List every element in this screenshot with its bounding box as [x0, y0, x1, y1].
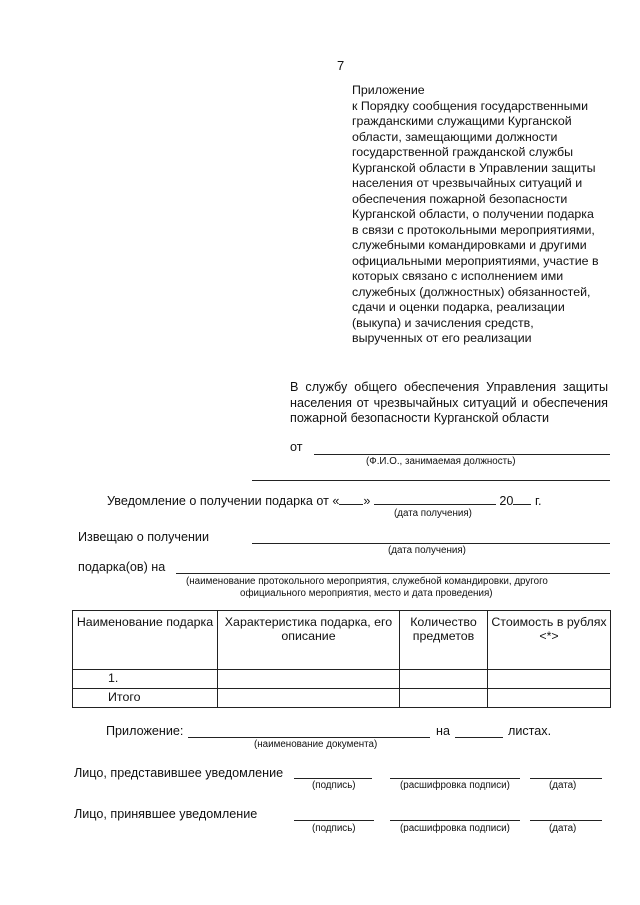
appendix-line: вырученных от его реализации — [352, 331, 532, 345]
received-date-field[interactable] — [252, 543, 610, 544]
accepted-signature-field[interactable] — [294, 820, 374, 821]
table-cell[interactable]: 1. — [73, 670, 218, 689]
header-gift-description: Характеристика подарка, его описание — [218, 611, 400, 670]
appendix-line: области, замещающими должности — [352, 129, 558, 144]
table-row — [73, 689, 611, 708]
from-field[interactable] — [314, 454, 610, 455]
submitted-date-hint: (дата) — [549, 780, 577, 791]
appendix-line: в связи с протокольными мероприятиями, — [352, 222, 595, 237]
header-cost: Стоимость в рублях <*> — [488, 611, 611, 670]
attachment-hint: (наименование документа) — [254, 739, 378, 750]
attachment-label: Приложение: — [106, 724, 184, 738]
submitted-signature-hint: (подпись) — [312, 780, 356, 791]
appendix-line: обеспечения пожарной безопасности — [352, 191, 568, 206]
notice-heading-mid: » — [363, 494, 371, 508]
month-field[interactable] — [374, 492, 496, 505]
table-header-row — [73, 611, 611, 670]
appendix-line: к Порядку сообщения государственными — [352, 98, 588, 113]
appendix-line: гражданскими служащими Курганской — [352, 114, 572, 128]
gifts-label: подарка(ов) на — [78, 560, 166, 574]
table-cell[interactable] — [488, 689, 611, 708]
appendix-line: официальными мероприятиями, участие в — [352, 253, 599, 268]
year-field[interactable] — [513, 492, 531, 505]
year-suffix: г. — [534, 494, 542, 508]
day-field[interactable] — [339, 492, 363, 505]
appendix-line: Курганской области, о получении подарка — [352, 207, 594, 221]
header-gift-name: Наименование подарка — [73, 611, 218, 670]
submitted-transcript-hint: (расшифровка подписи) — [400, 780, 510, 791]
table-row — [73, 670, 611, 689]
notice-date-hint: (дата получения) — [394, 508, 472, 519]
event-field[interactable] — [176, 573, 610, 574]
submitted-transcript-field[interactable] — [390, 778, 520, 779]
appendix-line: (выкупа) и зачисления средств, — [352, 315, 534, 330]
appendix-title: Приложение — [352, 83, 425, 97]
accepted-date-field[interactable] — [530, 820, 602, 821]
table-cell[interactable] — [400, 689, 488, 708]
submitted-date-field[interactable] — [530, 778, 602, 779]
accepted-date-hint: (дата) — [549, 823, 577, 834]
notice-heading — [107, 492, 542, 508]
addressee-text: В службу общего обеспечения Управления защиты населения от чрезвычайных ситуаций и обеспечения пожарной безопасности Курганской области — [290, 380, 608, 425]
attachment-on-label: на — [436, 724, 450, 738]
attachment-sheets-label: листах. — [508, 724, 552, 738]
from-field-line-2[interactable] — [252, 480, 610, 481]
appendix-block — [352, 83, 614, 347]
page-number: 7 — [337, 58, 345, 73]
event-hint-line1: (наименование протокольного мероприятия, служебной командировки, другого — [186, 576, 548, 587]
table-cell[interactable] — [218, 689, 400, 708]
accepted-transcript-field[interactable] — [390, 820, 520, 821]
accepted-transcript-hint: (расшифровка подписи) — [400, 823, 510, 834]
appendix-line: служебными командировками и другими — [352, 238, 587, 252]
appendix-line: которых связано с исполнением ими — [352, 269, 564, 283]
appendix-line: населения от чрезвычайных ситуаций и — [352, 176, 583, 190]
event-hint-line2: официального мероприятия, место и дата проведения) — [240, 588, 493, 599]
accepted-signature-hint: (подпись) — [312, 823, 356, 834]
year-prefix: 20 — [499, 494, 514, 508]
appendix-line: Курганской области в Управлении защиты — [352, 160, 596, 175]
header-quantity: Количество предметов — [400, 611, 488, 670]
attachment-sheets-field[interactable] — [455, 737, 503, 738]
table-cell[interactable] — [400, 670, 488, 689]
submitted-label: Лицо, представившее уведомление — [74, 766, 284, 780]
inform-hint: (дата получения) — [388, 545, 466, 556]
table-cell: Итого — [73, 689, 218, 708]
attachment-doc-field[interactable] — [188, 737, 430, 738]
appendix-line: служебных (должностных) обязанностей, — [352, 284, 591, 299]
gifts-table — [72, 610, 611, 708]
table-cell[interactable] — [218, 670, 400, 689]
accepted-label: Лицо, принявшее уведомление — [74, 807, 258, 821]
inform-label: Извещаю о получении — [78, 530, 209, 544]
appendix-line: государственной гражданской службы — [352, 145, 574, 159]
submitted-signature-field[interactable] — [294, 778, 372, 779]
from-label: от — [290, 440, 303, 454]
from-hint: (Ф.И.О., занимаемая должность) — [366, 456, 516, 467]
notice-heading-prefix: Уведомление о получении подарка от « — [107, 494, 340, 508]
table-cell[interactable] — [488, 670, 611, 689]
appendix-line: сдачи и оценки подарка, реализации — [352, 300, 565, 314]
